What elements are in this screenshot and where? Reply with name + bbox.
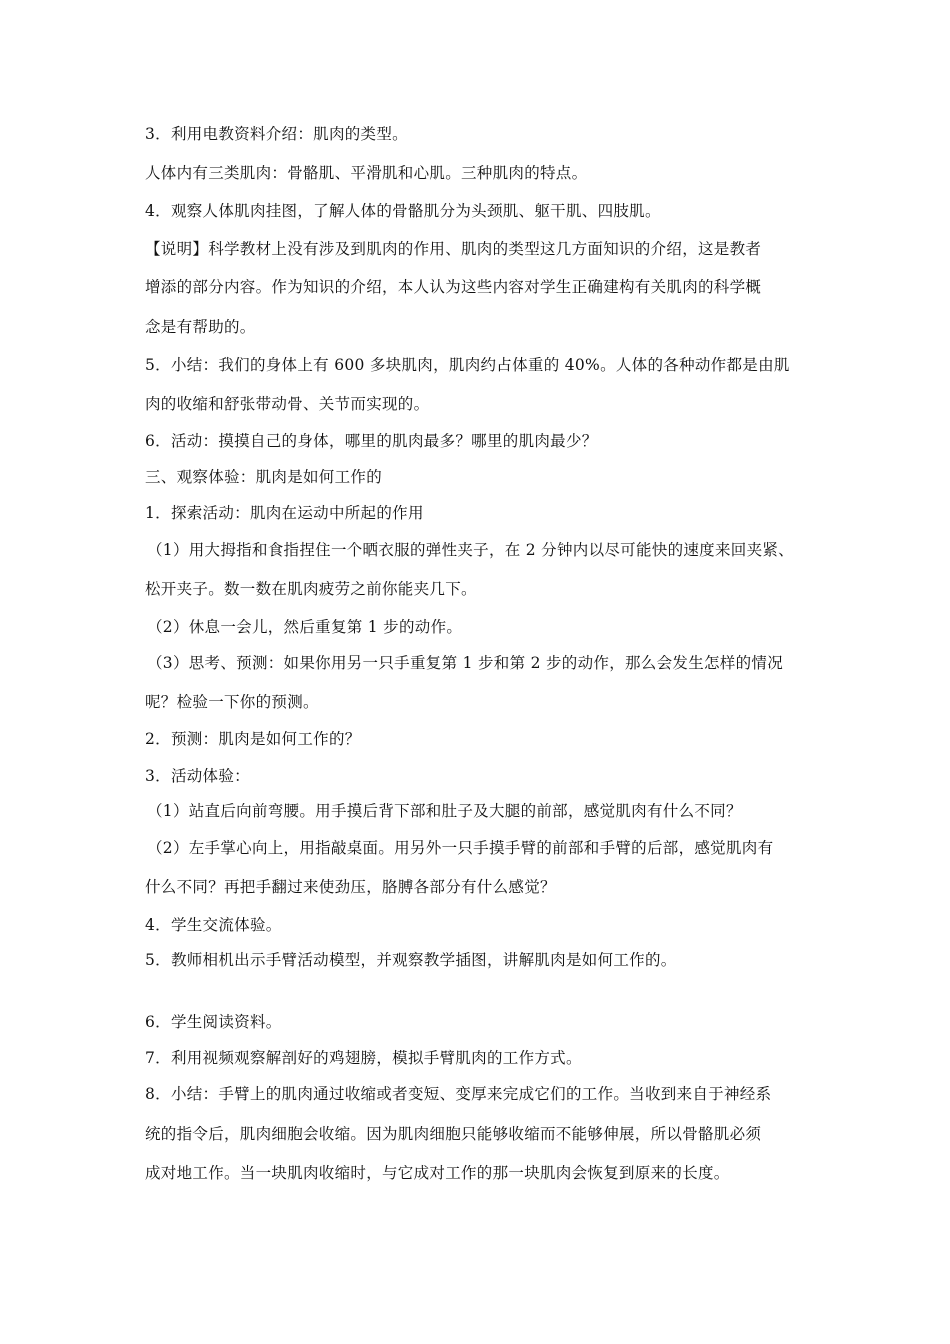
- text-line: 6．学生阅读资料。: [145, 1013, 282, 1031]
- text-line: （2）左手掌心向上，用指敲桌面。用另外一只手摸手臂的前部和手臂的后部，感觉肌肉有: [147, 839, 774, 857]
- text-line: （1）站直后向前弯腰。用手摸后背下部和肚子及大腿的前部，感觉肌肉有什么不同？: [147, 802, 742, 820]
- text-line: 成对地工作。当一块肌肉收缩时，与它成对工作的那一块肌肉会恢复到原来的长度。: [145, 1164, 730, 1182]
- text-line: 4．观察人体肌肉挂图，了解人体的骨骼肌分为头颈肌、躯干肌、四肢肌。: [145, 202, 661, 220]
- text-line: （2）休息一会儿，然后重复第 1 步的动作。: [147, 618, 463, 636]
- text-line: 3．利用电教资料介绍：肌肉的类型。: [145, 125, 408, 143]
- text-line: 7．利用视频观察解剖好的鸡翅膀，模拟手臂肌肉的工作方式。: [145, 1049, 582, 1067]
- text-line: 5．小结：我们的身体上有 600 多块肌肉，肌肉约占体重的 40%。人体的各种动作都是由肌: [145, 356, 790, 374]
- text-line: 6．活动：摸摸自己的身体，哪里的肌肉最多？哪里的肌肉最少？: [145, 432, 598, 450]
- text-line: （3）思考、预测：如果你用另一只手重复第 1 步和第 2 步的动作，那么会发生怎样的情况: [147, 654, 783, 672]
- section-heading: 三、观察体验：肌肉是如何工作的: [145, 468, 383, 486]
- text-line: 5．教师相机出示手臂活动模型，并观察教学插图，讲解肌肉是如何工作的。: [145, 951, 677, 969]
- text-line: 肉的收缩和舒张带动骨、关节而实现的。: [145, 395, 430, 413]
- text-line: 3．活动体验：: [145, 767, 250, 785]
- text-line: 呢？检验一下你的预测。: [145, 693, 319, 711]
- text-line: 什么不同？再把手翻过来使劲压，胳膊各部分有什么感觉？: [145, 878, 556, 896]
- text-line: 1．探索活动：肌肉在运动中所起的作用: [145, 504, 424, 522]
- text-line: 增添的部分内容。作为知识的介绍，本人认为这些内容对学生正确建构有关肌肉的科学概: [145, 278, 762, 296]
- text-line: 【说明】科学教材上没有涉及到肌肉的作用、肌肉的类型这几方面知识的介绍，这是教者: [145, 240, 762, 258]
- text-line: 念是有帮助的。: [145, 318, 256, 336]
- text-line: 4．学生交流体验。: [145, 916, 282, 934]
- text-line: （1）用大拇指和食指捏住一个晒衣服的弹性夹子，在 2 分钟内以尽可能快的速度来回夹紧、: [147, 541, 794, 559]
- text-line: 人体内有三类肌肉：骨骼肌、平滑肌和心肌。三种肌肉的特点。: [145, 164, 588, 182]
- text-line: 统的指令后，肌肉细胞会收缩。因为肌肉细胞只能够收缩而不能够伸展，所以骨骼肌必须: [145, 1125, 762, 1143]
- text-line: 2．预测：肌肉是如何工作的？: [145, 730, 361, 748]
- text-line: 8．小结：手臂上的肌肉通过收缩或者变短、变厚来完成它们的工作。当收到来自于神经系: [145, 1085, 772, 1103]
- text-line: 松开夹子。数一数在肌肉疲劳之前你能夹几下。: [145, 580, 477, 598]
